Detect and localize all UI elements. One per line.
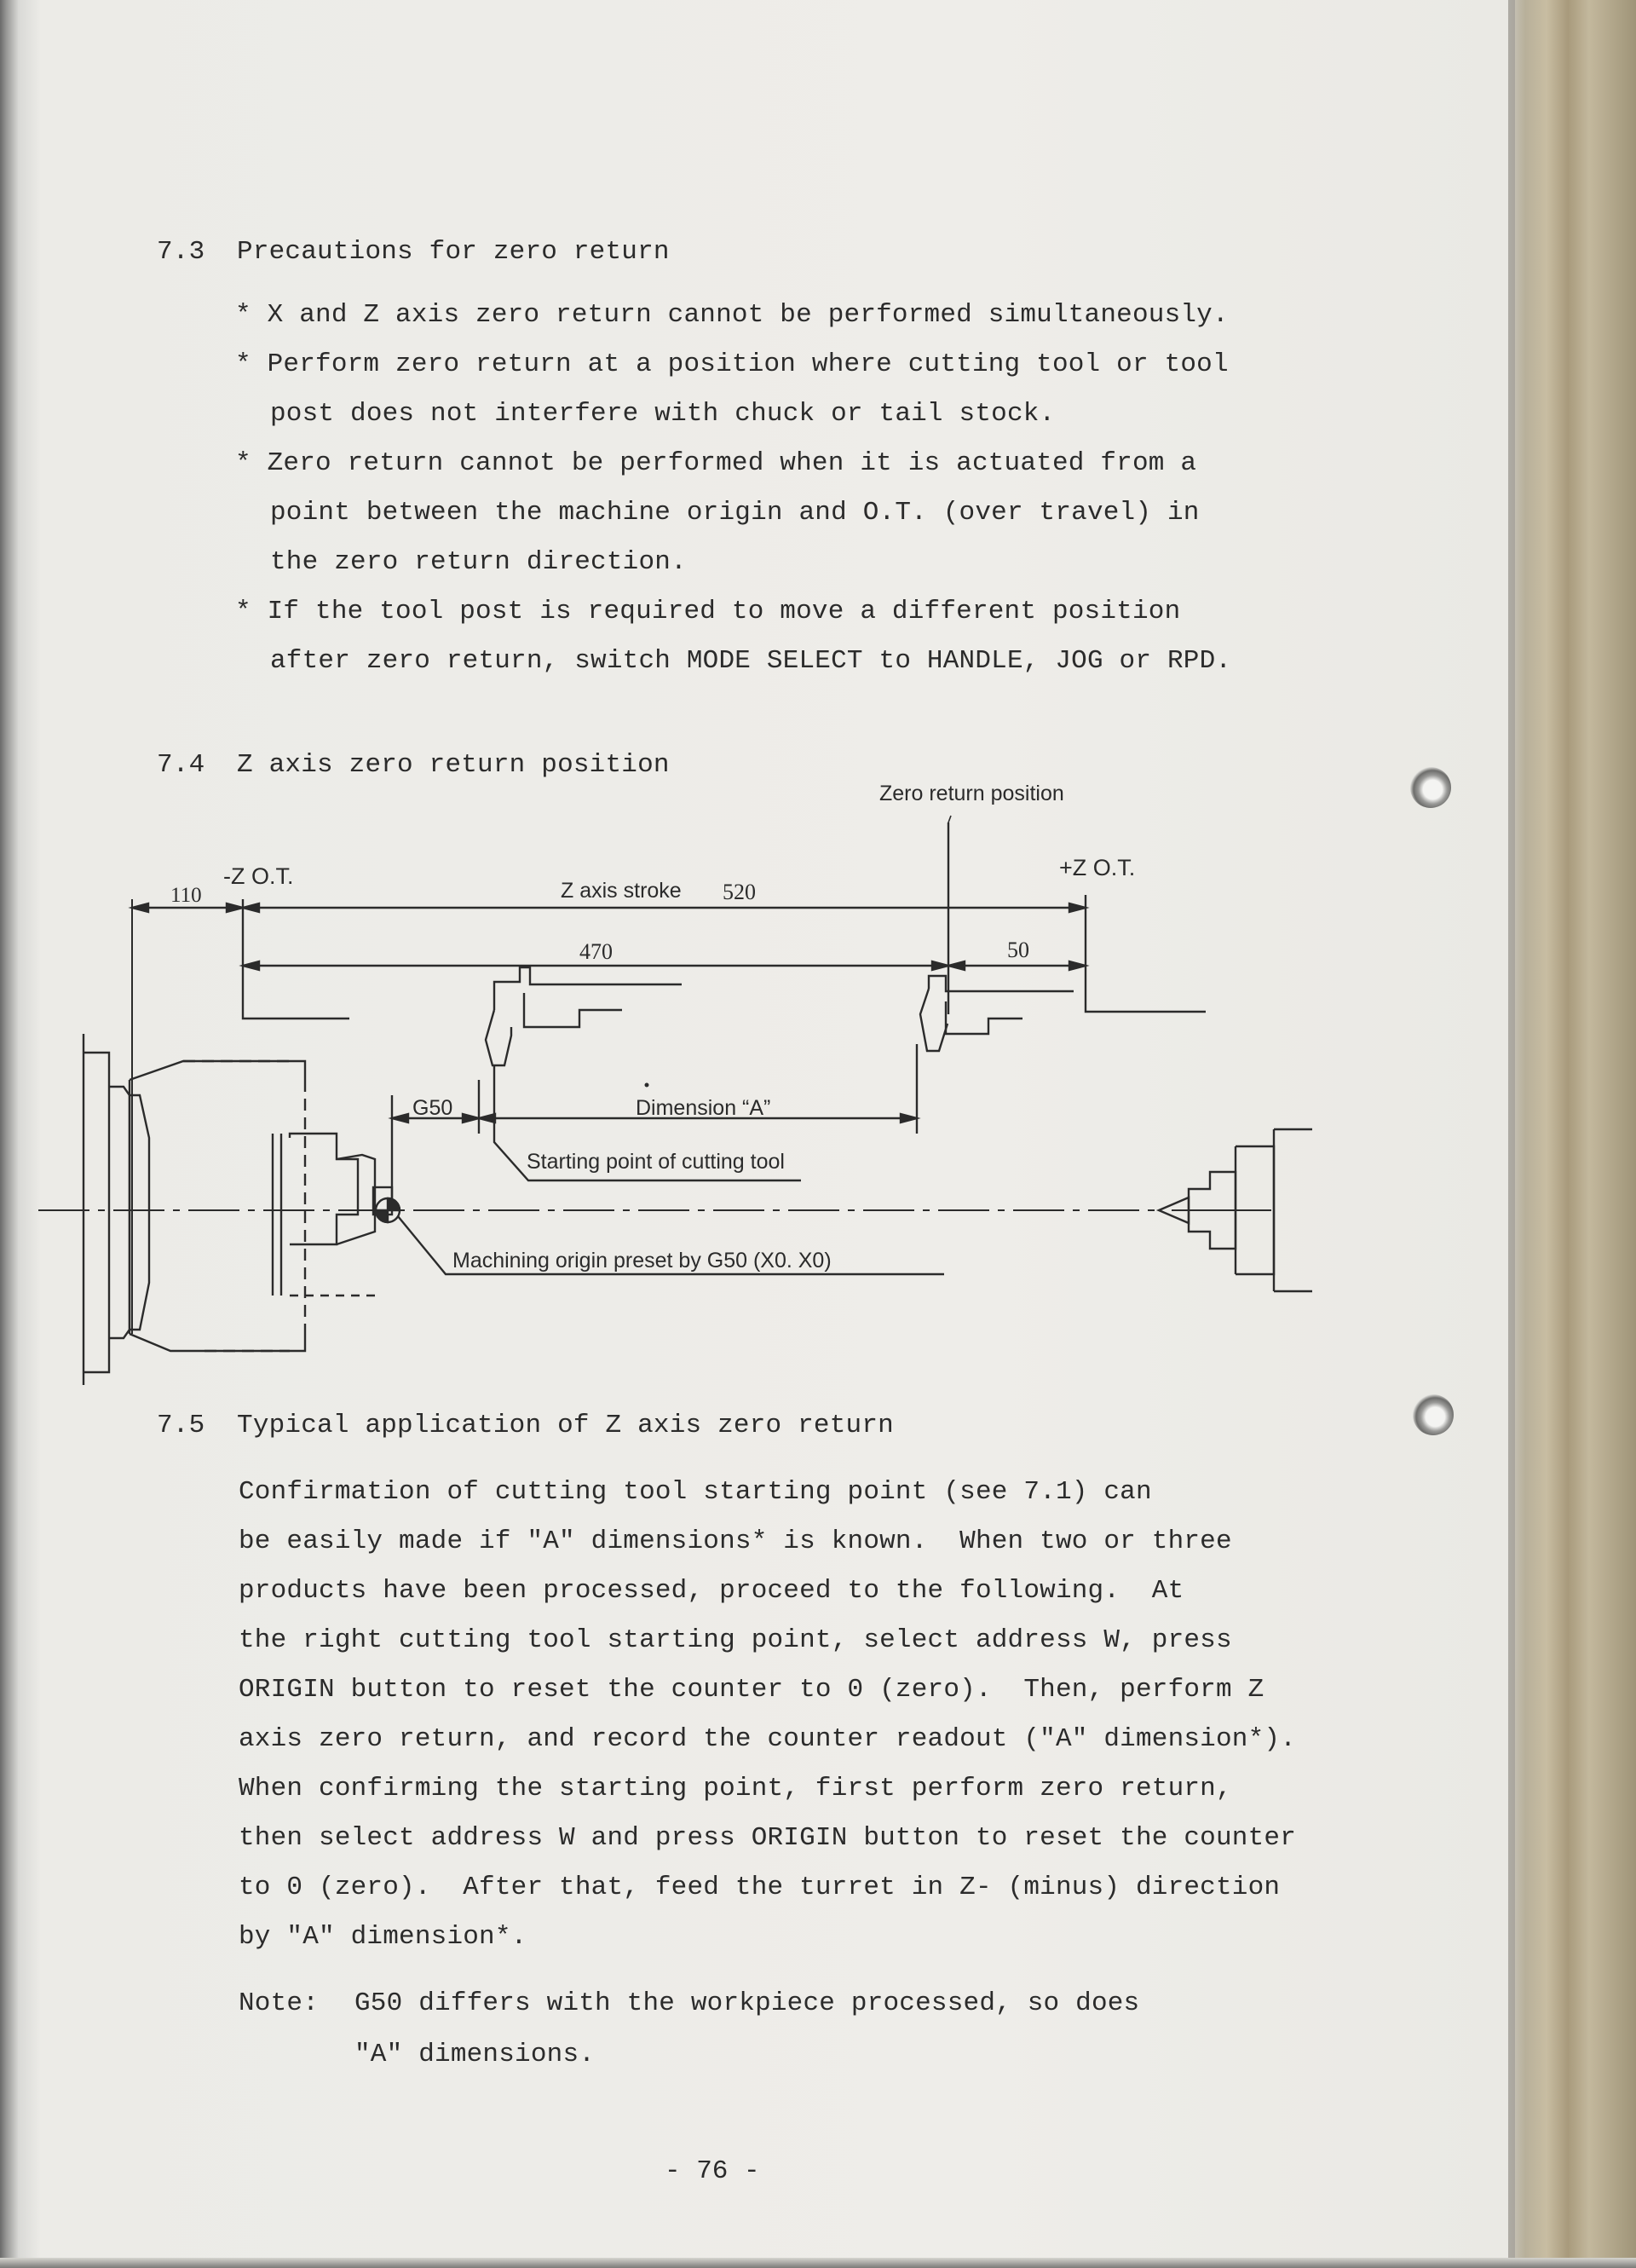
paragraph-line-2: be easily made if "A" dimensions* is known. When two or three: [239, 1526, 1232, 1556]
bullet-3-line-3: the zero return direction.: [270, 547, 687, 577]
label-minus-z-ot: -Z O.T.: [223, 863, 294, 889]
binding-edge: [1508, 0, 1636, 2268]
paragraph-line-4: the right cutting tool starting point, select address W, press: [239, 1625, 1232, 1655]
section-7-4-heading: 7.4 Z axis zero return position: [157, 750, 670, 780]
label-dim-470: 470: [579, 939, 613, 964]
bullet-1-line-1: * X and Z axis zero return cannot be performed simultaneously.: [235, 300, 1229, 330]
label-dimension-a: Dimension “A”: [636, 1096, 771, 1120]
label-g50: G50: [412, 1096, 453, 1120]
zero-return-diagram: [34, 771, 1380, 1402]
label-z-axis-stroke: Z axis stroke: [561, 879, 682, 903]
note-line-1: G50 differs with the workpiece processed, so does: [354, 1988, 1140, 2018]
section-7-3-heading: 7.3 Precautions for zero return: [157, 237, 670, 267]
section-7-5-heading: 7.5 Typical application of Z axis zero return: [157, 1411, 894, 1440]
label-dim-520: 520: [723, 880, 756, 904]
paragraph-line-3: products have been processed, proceed to the following. At: [239, 1576, 1184, 1606]
paragraph-line-9: to 0 (zero). After that, feed the turret in Z- (minus) direction: [239, 1873, 1281, 1902]
page-bottom-shadow: [0, 2258, 1636, 2268]
bullet-3-line-1: * Zero return cannot be performed when it is actuated from a: [235, 448, 1197, 478]
label-plus-z-ot: +Z O.T.: [1059, 855, 1136, 880]
bullet-4-line-2: after zero return, switch MODE SELECT to HANDLE, JOG or RPD.: [270, 646, 1232, 676]
note-line-2: "A" dimensions.: [354, 2040, 596, 2069]
paragraph-line-1: Confirmation of cutting tool starting point (see 7.1) can: [239, 1477, 1152, 1507]
label-dim-110: 110: [170, 884, 202, 907]
bullet-2-line-1: * Perform zero return at a position where cutting tool or tool: [235, 349, 1229, 379]
note-label: Note:: [239, 1988, 320, 2018]
paragraph-line-7: When confirming the starting point, first perform zero return,: [239, 1774, 1232, 1803]
bullet-2-line-2: post does not interfere with chuck or tail stock.: [270, 399, 1056, 429]
bullet-4-line-1: * If the tool post is required to move a different position: [235, 597, 1181, 626]
paragraph-line-8: then select address W and press ORIGIN button to reset the counter: [239, 1823, 1296, 1853]
punch-hole-lower: [1413, 1394, 1454, 1435]
label-zero-return-position: Zero return position: [879, 782, 1064, 805]
paragraph-line-10: by "A" dimension*.: [239, 1922, 527, 1952]
bullet-3-line-2: point between the machine origin and O.T. (over travel) in: [270, 498, 1200, 528]
label-dim-50: 50: [1007, 938, 1029, 962]
paragraph-line-6: axis zero return, and record the counter readout ("A" dimension*).: [239, 1724, 1296, 1754]
paragraph-line-5: ORIGIN button to reset the counter to 0 (zero). Then, perform Z: [239, 1675, 1264, 1705]
label-starting-point: Starting point of cutting tool: [527, 1150, 785, 1174]
page-number: - 76 -: [665, 2156, 760, 2186]
punch-hole-upper: [1410, 767, 1451, 808]
label-machining-origin: Machining origin preset by G50 (X0. X0): [452, 1249, 832, 1273]
